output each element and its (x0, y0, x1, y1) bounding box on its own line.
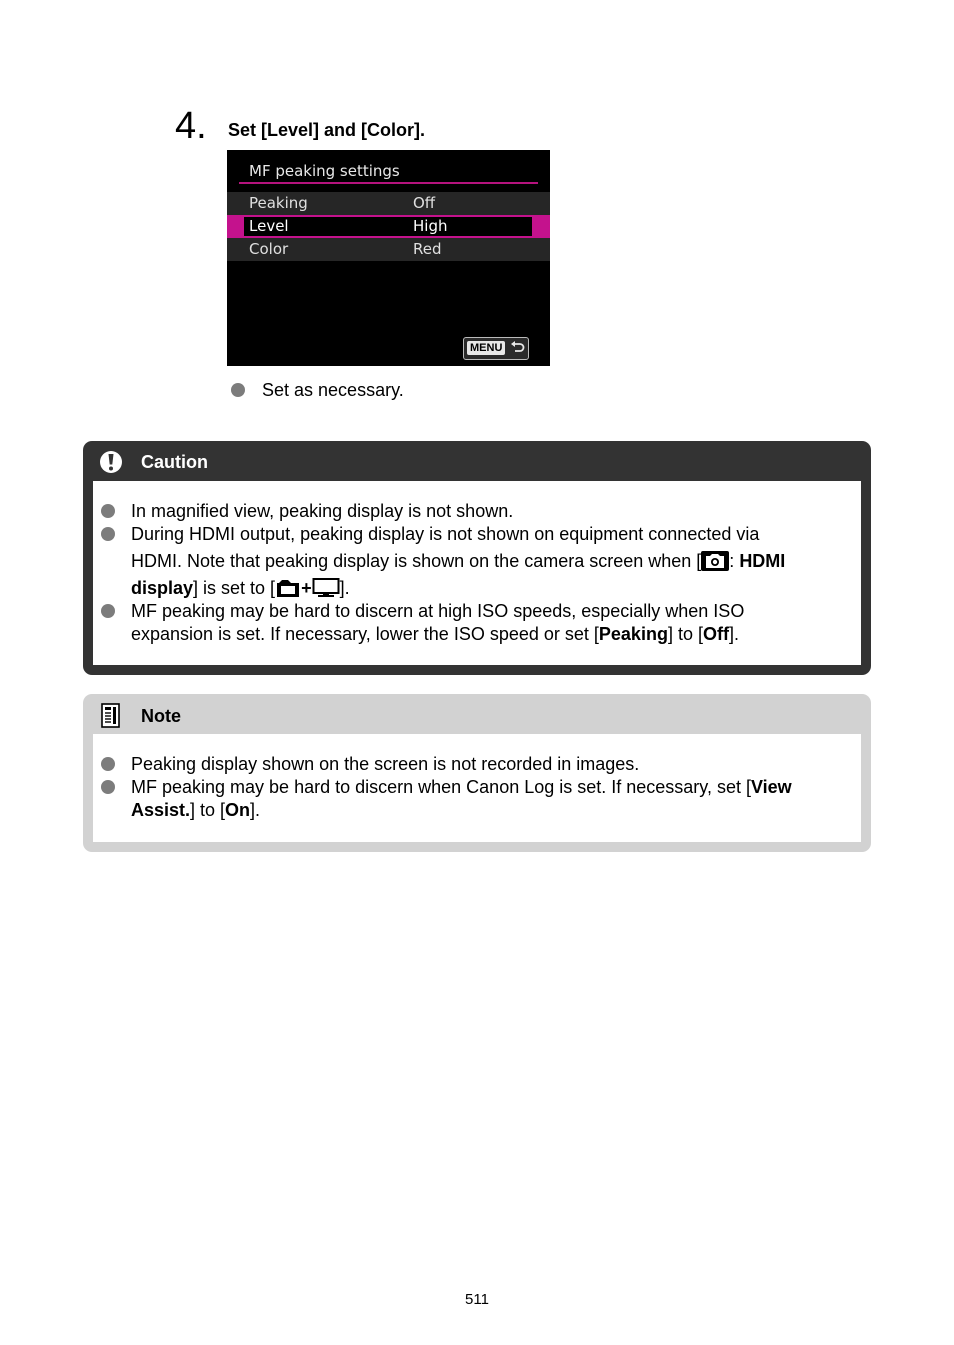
step-title: Set [Level] and [Color]. (228, 120, 426, 140)
bullet-dot (101, 757, 115, 771)
exclamation-icon (99, 450, 123, 474)
step-number: 4. (175, 105, 207, 147)
memo-icon (101, 703, 120, 728)
bold-term: View (750, 777, 792, 797)
note-bullet-1: Peaking display shown on the screen is not recorded in images. (131, 754, 640, 774)
bold-term: Assist. (131, 800, 191, 820)
caution-bullet-2-line-2 (131, 550, 785, 573)
bold-term: On (225, 800, 251, 820)
caution-bullet-1: In magnified view, peaking display is not shown. (131, 501, 514, 521)
return-arrow-icon (510, 341, 525, 355)
text-segment: ] is set to [ (193, 578, 276, 598)
text-segment: expansion is set. If necessary, lower the ISO speed or set [ (131, 624, 599, 644)
menu-back-button[interactable] (463, 337, 529, 360)
caution-bullet-3-line-1: MF peaking may be hard to discern at high ISO speeds, especially when ISO (131, 601, 745, 621)
page-number: 511 (465, 1291, 489, 1308)
text-segment: : (729, 551, 740, 571)
caution-bullet-3-line-2 (131, 623, 739, 646)
menu-row-color[interactable] (227, 238, 550, 261)
text-segment: ]. (728, 624, 739, 644)
bold-term: HDMI (739, 551, 786, 571)
caution-heading: Caution (141, 452, 208, 472)
bold-term: + (301, 578, 312, 598)
text-segment: MF peaking may be hard to discern when Canon Log is set. If necessary, set [ (131, 777, 751, 797)
menu-row-value: Off (413, 194, 436, 212)
screen-title: MF peaking settings (249, 162, 400, 180)
bullet-dot (101, 604, 115, 618)
menu-row-value: High (413, 217, 448, 235)
bullet-dot (101, 527, 115, 541)
selection-highlight (244, 217, 532, 236)
menu-button-label: MENU (467, 341, 505, 355)
menu-row-level[interactable] (227, 215, 550, 238)
note-bullet-2-line-1 (131, 776, 792, 799)
bold-term: Off (702, 624, 729, 644)
menu-row-value: Red (413, 240, 442, 258)
bold-term: Peaking (598, 624, 668, 644)
bullet-dot (231, 383, 245, 397)
menu-row-label: Peaking (249, 194, 308, 212)
text-segment: ] to [ (190, 800, 226, 820)
caution-bullet-2-line-3 (131, 577, 350, 600)
bold-term: display (131, 578, 194, 598)
menu-row-label: Level (249, 217, 289, 235)
menu-row-peaking[interactable] (227, 192, 550, 215)
caution-bullet-2-line-1: During HDMI output, peaking display is not shown on equipment connected via (131, 524, 760, 544)
bullet-dot (101, 780, 115, 794)
monitor-icon (312, 578, 340, 598)
note-heading: Note (141, 706, 181, 726)
camera-icon (701, 551, 729, 571)
text-segment: ] to [ (667, 624, 703, 644)
text-segment: ]. (250, 800, 261, 820)
camera-icon (275, 579, 301, 598)
menu-row-label: Color (249, 240, 289, 258)
bullet-dot (101, 504, 115, 518)
camera-menu-screen (227, 150, 550, 366)
step-bullet-text: Set as necessary. (262, 380, 404, 400)
screen-title-rule (239, 182, 538, 184)
note-bullet-2-line-2 (131, 799, 260, 822)
text-segment: ]. (339, 578, 350, 598)
text-segment: HDMI. Note that peaking display is shown on the camera screen when [ (131, 551, 702, 571)
